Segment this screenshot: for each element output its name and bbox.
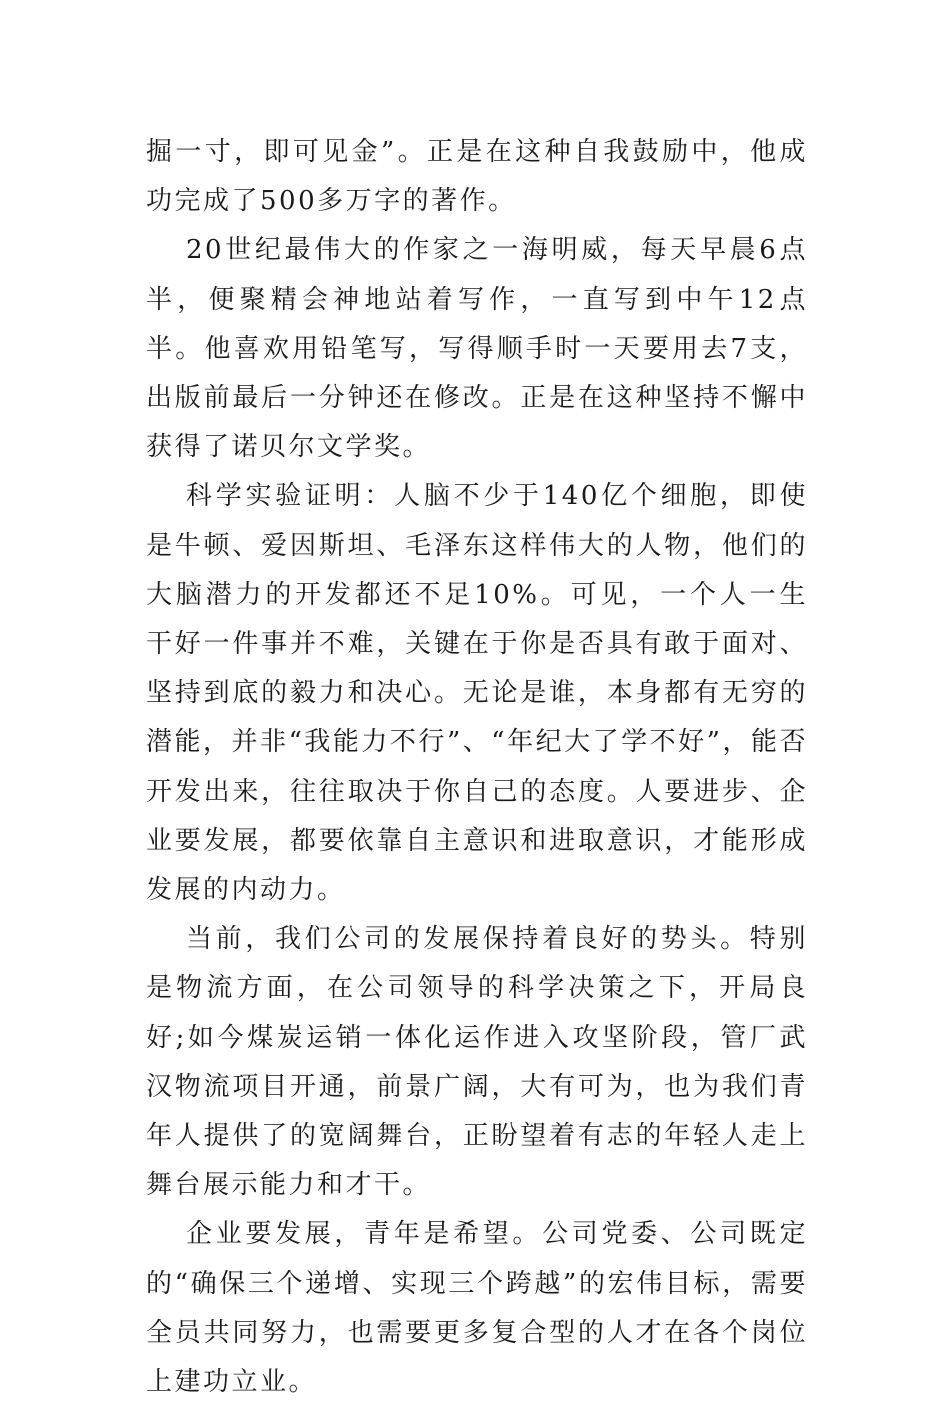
document-body bbox=[146, 128, 808, 1407]
paragraph-2: 20世纪最伟大的作家之一海明威，每天早晨6点半，便聚精会神地站着写作，一直写到中午12点半。他喜欢用铅笔写，写得顺手时一天要用去7支，出版前最后一分钟还在修改。正是在这种坚持不懈中获得了诺贝尔文学奖。 bbox=[146, 235, 808, 463]
paragraph-1: 掘一寸，即可见金”。正是在这种自我鼓励中，他成功完成了500多万字的著作。 bbox=[146, 137, 808, 217]
paragraph-4: 当前，我们公司的发展保持着良好的势头。特别是物流方面，在公司领导的科学决策之下，开局良好;如今煤炭运销一体化运作进入攻坚阶段，管厂武汉物流项目开通，前景广阔，大有可为，也为我们青年人提供了的宽阔舞台，正盼望着有志的年轻人走上舞台展示能力和才干。 bbox=[146, 924, 808, 1201]
paragraph-3: 科学实验证明：人脑不少于140亿个细胞，即使是牛顿、爱因斯坦、毛泽东这样伟大的人物，他们的大脑潜力的开发都还不足10%。可见，一个人一生干好一件事并不难，关键在于你是否具有敢于面对、坚持到底的毅力和决心。无论是谁，本身都有无穷的潜能，并非“我能力不行”、“年纪大了学不好”，能否开发出来，往往取决于你自己的态度。人要进步、企业要发展，都要依靠自主意识和进取意识，才能形成发展的内动力。 bbox=[146, 481, 808, 906]
paragraph-5: 企业要发展，青年是希望。公司党委、公司既定的“确保三个递增、实现三个跨越”的宏伟目标，需要全员共同努力，也需要更多复合型的人才在各个岗位上建功立业。 bbox=[146, 1219, 808, 1398]
